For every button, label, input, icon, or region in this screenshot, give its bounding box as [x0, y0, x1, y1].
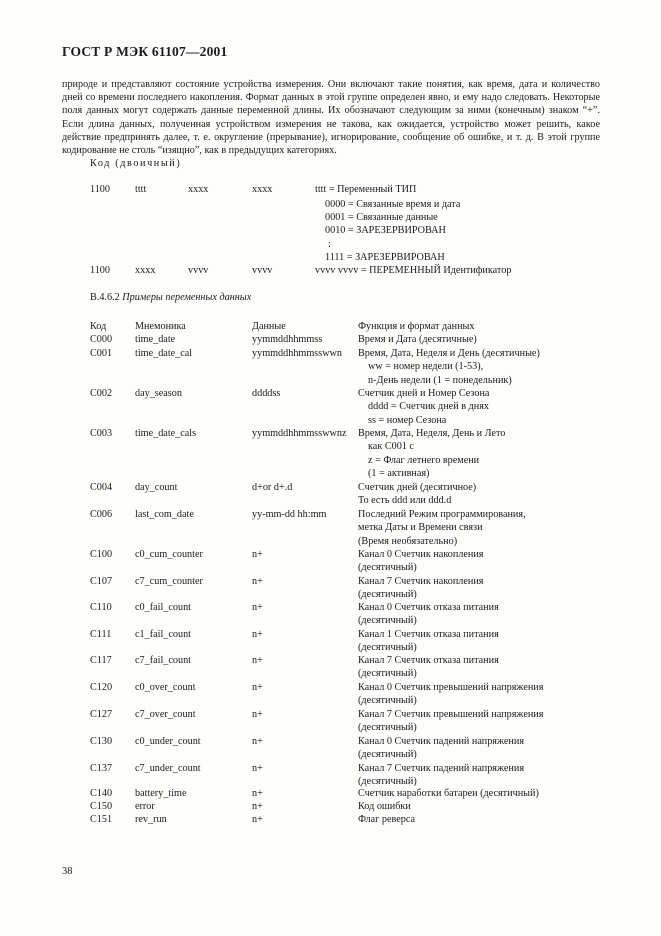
code-cell: vvvv vvvv = ПЕРЕМЕННЫЙ Идентификатор [315, 265, 512, 276]
row-function [358, 601, 499, 628]
row-function-line: ww = номер недели (1-53), [368, 361, 484, 373]
row-function-line: То есть ddd или ddd.d [358, 495, 452, 507]
row-code: C110 [90, 602, 112, 613]
column-header-mnemonic: Мнемоника [135, 321, 186, 332]
row-function-line: Время, Дата, Неделя и День (десятичные) [358, 348, 540, 359]
row-mnemonic: c7_cum_counter [135, 576, 203, 587]
row-mnemonic: c0_cum_counter [135, 549, 203, 560]
section-heading [90, 292, 251, 303]
row-code: C120 [90, 682, 113, 693]
row-function-line: (десятичный) [358, 749, 417, 761]
row-data-format: yymmddhhmmsswwn [252, 348, 342, 359]
row-function-line: Счетчик наработки батареи (десятичный) [358, 788, 539, 799]
row-mnemonic: battery_time [135, 788, 187, 799]
row-function-line: dddd = Счетчик дней в днях [368, 401, 489, 413]
row-function [358, 387, 489, 427]
row-function-line: Счетчик дней и Номер Сезона [358, 388, 490, 399]
code-cell: vvvv [252, 265, 273, 276]
row-function [358, 800, 411, 813]
code-cell: 1100 [90, 184, 110, 195]
row-function-line: Код ошибки [358, 801, 411, 812]
row-mnemonic: time_date_cals [135, 428, 197, 439]
row-data-format: n+ [252, 602, 263, 613]
row-function-line: метка Даты и Времени связи [358, 522, 483, 534]
code-line: 1111 = ЗАРЕЗЕРВИРОВАН [325, 252, 445, 263]
row-code: C002 [90, 388, 113, 399]
row-function [358, 735, 524, 762]
row-function-line: z = Флаг летнего времени [368, 454, 480, 466]
section-number: B.4.6.2 [90, 292, 120, 303]
row-function-line: (десятичный) [358, 776, 417, 788]
document-header: ГОСТ Р МЭК 61107—2001 [62, 44, 228, 59]
row-code: C111 [90, 629, 112, 640]
row-function-line: Время, Дата, Неделя, День и Лето [358, 428, 506, 439]
code-line: : [328, 239, 331, 250]
row-code: C150 [90, 801, 113, 812]
row-data-format: n+ [252, 814, 263, 825]
row-mnemonic: c0_under_count [135, 736, 201, 747]
code-cell: xxxx [135, 265, 156, 276]
row-function-line: (десятичный) [358, 642, 417, 654]
row-function [358, 575, 484, 602]
body-paragraph: природе и представляют состояние устройства измерения. Они включают такие понятия, как время, дата и количество дней со времени последнего накопления. Формат данных в этой группе определен явно, и ему надо следовать. Некоторые поля данных могут содержать данные переменной длины. Их обозначают следующим за ними (конечным) знаком “+”. Если длина данных, полученная устройством измерения не такова, как ожидается, устройство может решить, какое действие предпринять далее, т. е. округление (прерывание), игнорирование, сообщение об ошибке, и т. д. В этой группе кодирование не столь “изящно”, как в предыдущих категориях. [62, 79, 600, 157]
row-mnemonic: c0_over_count [135, 682, 196, 693]
code-cell: tttt = Переменный ТИП [315, 184, 417, 195]
row-function-line: Последний Режим программирования, [358, 509, 526, 520]
row-function-line: как C001 с [368, 441, 414, 453]
row-function-line: Канал 0 Счетчик превышений напряжения [358, 682, 544, 693]
code-cell: xxxx [252, 184, 273, 195]
row-mnemonic: day_count [135, 482, 178, 493]
row-code: C151 [90, 814, 113, 825]
row-function-line: Канал 7 Счетчик накопления [358, 576, 484, 587]
row-function [358, 548, 484, 575]
row-function-line: n-День недели (1 = понедельник) [368, 374, 512, 386]
row-data-format: d+or d+.d [252, 482, 293, 493]
page-number: 38 [62, 866, 73, 877]
row-function-line: Канал 0 Счетчик падений напряжения [358, 736, 525, 747]
row-function [358, 787, 539, 800]
row-data-format: n+ [252, 736, 263, 747]
row-function [358, 681, 543, 708]
row-function-line: (десятичный) [358, 695, 417, 707]
row-function [358, 347, 540, 387]
row-code: C140 [90, 788, 113, 799]
row-data-format: n+ [252, 763, 263, 774]
row-data-format: n+ [252, 549, 263, 560]
row-data-format: yy-mm-dd hh:mm [252, 509, 327, 520]
row-code: C100 [90, 549, 113, 560]
row-function [358, 333, 477, 346]
code-line: 0000 = Связанные время и дата [325, 199, 461, 210]
row-mnemonic: last_com_date [135, 509, 194, 520]
row-function-line: Канал 0 Счетчик накопления [358, 549, 484, 560]
row-data-format: n+ [252, 655, 263, 666]
row-function [358, 508, 526, 548]
row-function-line: Счетчик дней (десятичное) [358, 482, 477, 493]
row-mnemonic: rev_run [135, 814, 167, 825]
row-code: C130 [90, 736, 113, 747]
code-table-title: Код (двоичный) [90, 158, 182, 169]
row-code: C006 [90, 509, 113, 520]
row-function-line: (десятичный) [358, 722, 417, 734]
row-function [358, 708, 543, 735]
code-line: 0010 = ЗАРЕЗЕРВИРОВАН [325, 225, 446, 236]
row-function-line: Канал 1 Счетчик отказа питания [358, 629, 499, 640]
code-cell: vvvv [188, 265, 209, 276]
row-function-line: (десятичный) [358, 615, 417, 627]
row-data-format: n+ [252, 576, 263, 587]
row-mnemonic: error [135, 801, 155, 812]
row-data-format: n+ [252, 629, 263, 640]
row-function-line: Канал 0 Счетчик отказа питания [358, 602, 499, 613]
section-title: Примеры переменных данных [122, 292, 252, 303]
row-function-line: (десятичный) [358, 589, 417, 601]
row-mnemonic: day_season [135, 388, 182, 399]
row-function [358, 427, 505, 480]
row-function-line: Канал 7 Счетчик превышений напряжения [358, 709, 544, 720]
row-mnemonic: time_date_cal [135, 348, 193, 359]
row-function-line: (1 = активная) [368, 467, 430, 479]
row-function [358, 813, 415, 826]
row-function-line: Время и Дата (десятичные) [358, 334, 477, 345]
row-code: C137 [90, 763, 113, 774]
row-function [358, 628, 499, 655]
row-function [358, 481, 476, 508]
column-header-code: Код [90, 321, 107, 332]
row-mnemonic: c7_under_count [135, 763, 201, 774]
row-function [358, 654, 499, 681]
row-mnemonic: c7_fail_count [135, 655, 192, 666]
row-function-line: Канал 7 Счетчик падений напряжения [358, 763, 525, 774]
row-function-line: (десятичный) [358, 668, 417, 680]
row-mnemonic: time_date [135, 334, 176, 345]
row-data-format: n+ [252, 801, 263, 812]
code-cell: tttt [135, 184, 147, 195]
column-header-function: Функция и формат данных [358, 321, 475, 332]
column-header-data: Данные [252, 321, 286, 332]
row-code: C000 [90, 334, 113, 345]
row-function-line: Канал 7 Счетчик отказа питания [358, 655, 499, 666]
row-data-format: n+ [252, 788, 263, 799]
row-data-format: yymmddhhmmsswwnz [252, 428, 347, 439]
row-function-line: (Время необязательно) [358, 535, 458, 547]
row-data-format: ddddss [252, 388, 281, 399]
row-code: C004 [90, 482, 113, 493]
row-code: C001 [90, 348, 113, 359]
row-data-format: n+ [252, 682, 263, 693]
row-data-format: yymmddhhmmss [252, 334, 323, 345]
row-function-line: Флаг реверса [358, 814, 416, 825]
code-cell: xxxx [188, 184, 209, 195]
row-code: C107 [90, 576, 113, 587]
row-mnemonic: c0_fail_count [135, 602, 192, 613]
row-code: C117 [90, 655, 112, 666]
code-cell: 1100 [90, 265, 110, 276]
row-mnemonic: c1_fail_count [135, 629, 192, 640]
row-code: C003 [90, 428, 113, 439]
row-function-line: (десятичный) [358, 562, 417, 574]
row-code: C127 [90, 709, 113, 720]
row-function [358, 762, 524, 789]
row-function-line: ss = номер Сезона [368, 414, 447, 426]
row-mnemonic: c7_over_count [135, 709, 196, 720]
row-data-format: n+ [252, 709, 263, 720]
code-line: 0001 = Связанные данные [325, 212, 438, 223]
